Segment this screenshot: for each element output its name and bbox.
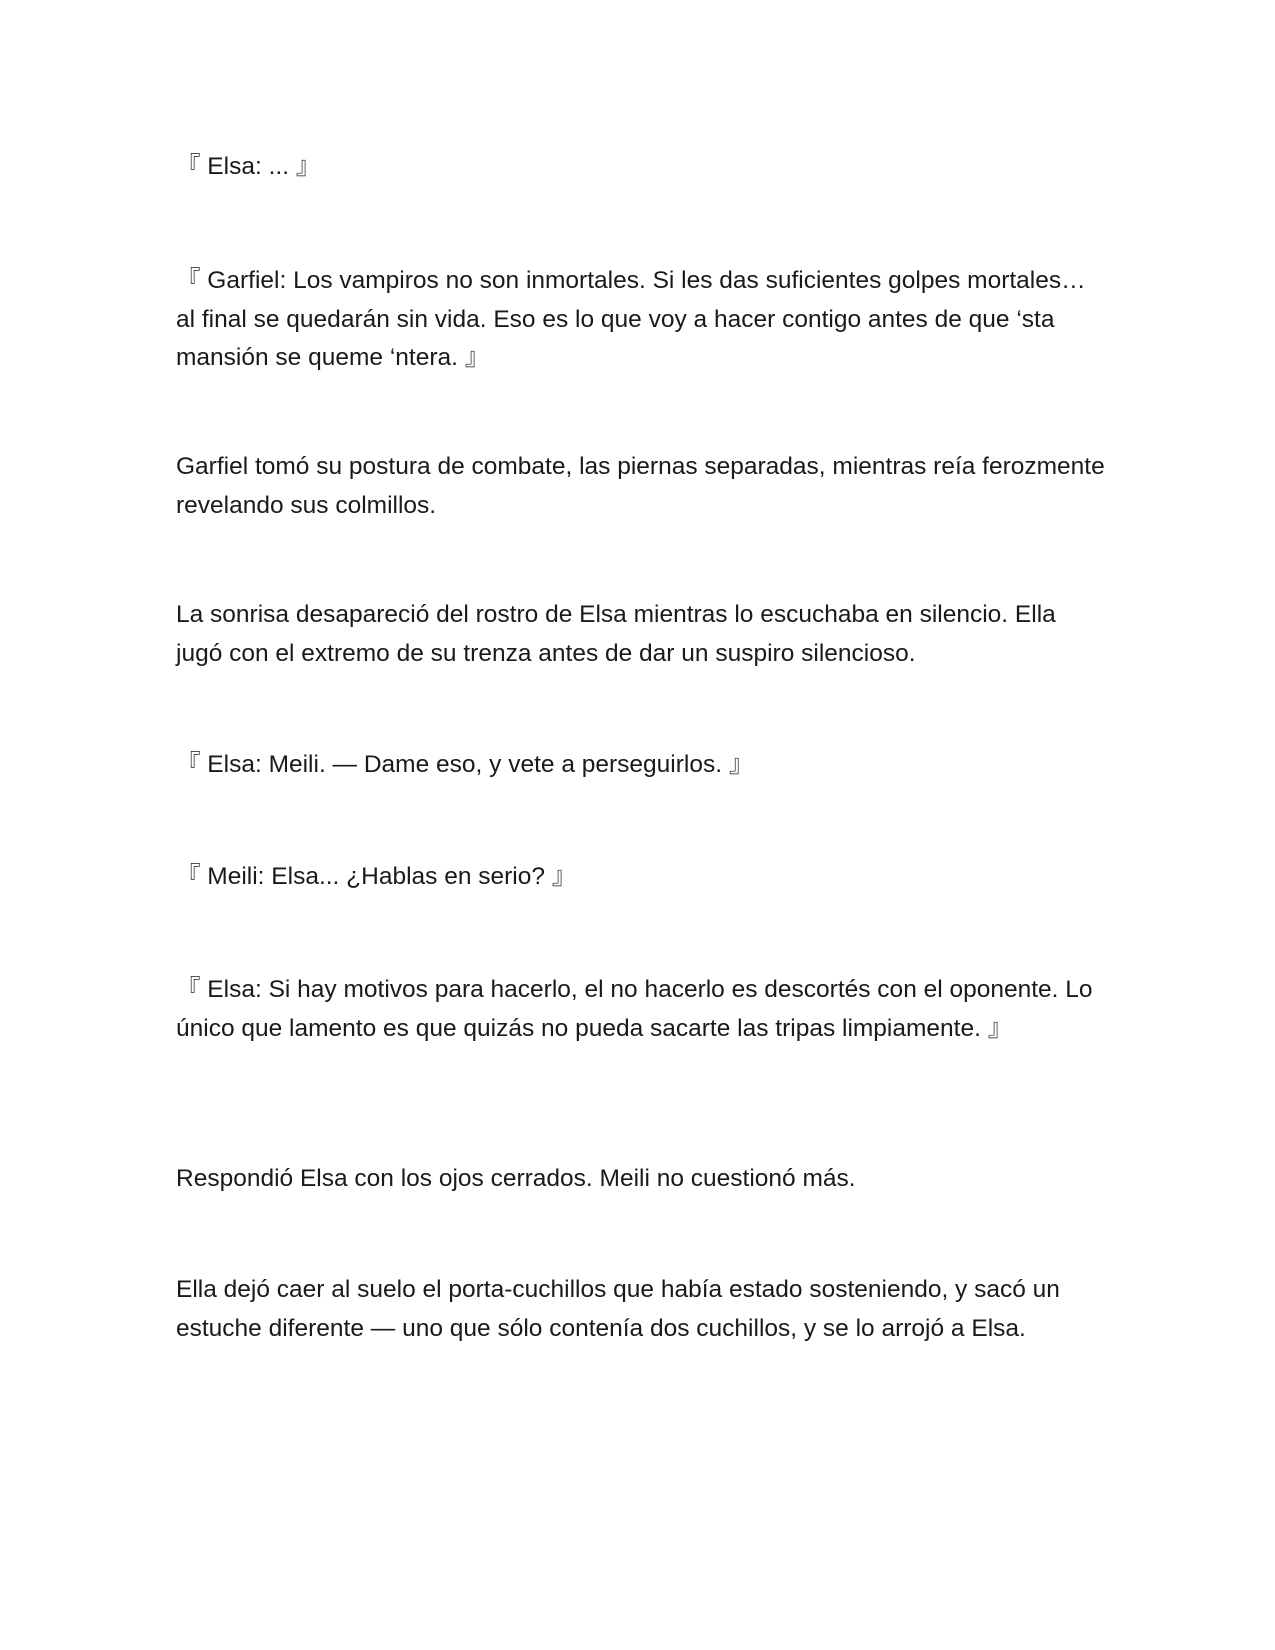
dialogue-elsa-ellipsis: 『 Elsa: ... 』 [176, 153, 321, 180]
dialogue-elsa-meili: 『 Elsa: Meili. — Dame eso, y vete a perseguirlos. 』 [176, 751, 754, 778]
narration-porta-cuchillos: Ella dejó caer al suelo el porta-cuchillos que había estado sosteniendo, y sacó un estuche diferente — uno que sólo contenía dos cuchillos, y se lo arrojó a Elsa. [176, 1276, 1060, 1342]
narration-sonrisa-elsa: La sonrisa desapareció del rostro de Elsa mientras lo escuchaba en silencio. Ella jugó con el extremo de su trenza antes de dar un suspiro silencioso. [176, 601, 1056, 667]
narration-respondio-elsa: Respondió Elsa con los ojos cerrados. Meili no cuestionó más. [176, 1165, 856, 1192]
dialogue-garfiel-vampiros: 『 Garfiel: Los vampiros no son inmortales. Si les das suficientes golpes mortales… al final se quedarán sin vida. Eso es lo que voy a hacer contigo antes de que ‘sta mansión se queme ‘ntera. 』 [176, 267, 1086, 371]
dialogue-elsa-motivos: 『 Elsa: Si hay motivos para hacerlo, el no hacerlo es descortés con el oponente. Lo único que lamento es que quizás no pueda sacarte las tripas limpiamente. 』 [176, 976, 1093, 1042]
dialogue-meili-serio: 『 Meili: Elsa... ¿Hablas en serio? 』 [176, 863, 577, 890]
narration-garfiel-postura: Garfiel tomó su postura de combate, las piernas separadas, mientras reía ferozmente revelando sus colmillos. [176, 453, 1105, 519]
